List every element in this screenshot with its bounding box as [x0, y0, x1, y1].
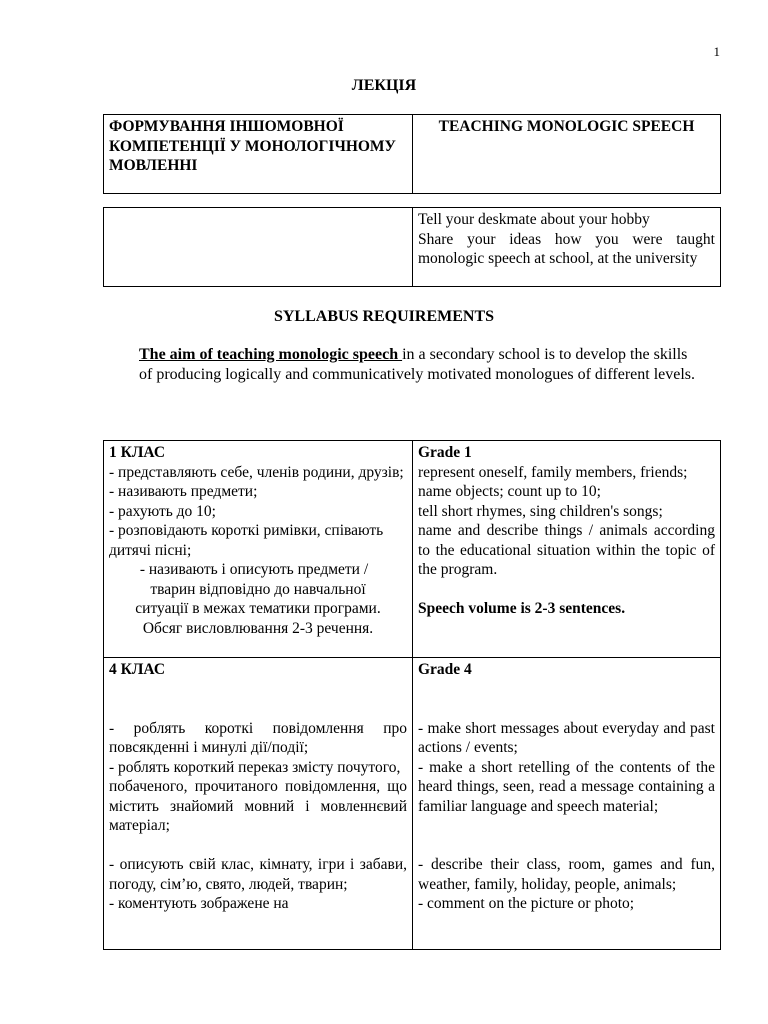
grade1-en-head: Grade 1: [418, 444, 472, 461]
grade1-uk-head: 1 КЛАС: [109, 444, 166, 461]
grade4-uk-item: - роблять короткий переказ змісту почутого,: [109, 758, 401, 776]
task-left-cell: [104, 208, 413, 287]
grades-table: [103, 440, 721, 950]
title-en: TEACHING MONOLOGIC SPEECH: [413, 115, 721, 194]
aim-strong-text: The aim of teaching monologic speech: [139, 346, 403, 363]
grade4-uk-cell: [104, 658, 413, 950]
syllabus-heading: SYLLABUS REQUIREMENTS: [273, 308, 495, 325]
grade4-row: [104, 658, 721, 950]
grade1-uk-item: - представляють себе, членів родини, друзів;: [109, 463, 404, 481]
grade1-uk-cell: [104, 441, 413, 658]
title-table: [103, 114, 721, 194]
grade1-uk-item: - рахують до 10;: [109, 502, 216, 520]
grade1-en-item: represent oneself, family members, friends;: [418, 463, 688, 481]
task-line-2: Share your ideas how you were taught monologic speech at school, at the university: [418, 230, 715, 267]
grade1-en-cell: [413, 441, 721, 658]
grade1-uk-item: ситуації в межах тематики програми.: [135, 600, 381, 617]
lecture-heading: ЛЕКЦІЯ: [351, 77, 417, 94]
grade1-en-item: name and describe things / animals according to the educational situation within the topic of the program.: [418, 522, 715, 578]
grade1-uk-item: - називають і описують предмети /: [139, 561, 369, 578]
grade4-en-item: - make short messages about everyday and past actions / events;: [418, 719, 715, 756]
grade4-en-cell: [413, 658, 721, 950]
task-table: [103, 207, 721, 287]
grade1-uk-item: тварин відповідно до навчальної: [150, 580, 366, 598]
grade4-uk-item: побаченого, прочитаного повідомлення, що містить знайомий мовний і мовленнєвий матеріал;: [109, 778, 407, 834]
grade4-uk-head: 4 КЛАС: [109, 661, 166, 678]
grade1-uk-item: - називають предмети;: [109, 483, 258, 500]
grade4-en-item: - describe their class, room, games and fun, weather, family, holiday, people, animals;: [418, 856, 715, 893]
grade4-en-item: - comment on the picture or photo;: [418, 895, 635, 912]
grade1-uk-item: - розповідають короткі римівки, співають дитячі пісні;: [109, 522, 384, 559]
grade4-en-head: Grade 4: [418, 661, 472, 678]
grade1-en-item: name objects; count up to 10;: [418, 483, 601, 500]
page-number: 1: [713, 44, 720, 59]
grade1-en-item: tell short rhymes, sing children's songs;: [418, 502, 663, 520]
grade4-uk-item: - роблять короткі повідомлення про повсякденні і минулі дії/події;: [109, 719, 407, 756]
grade4-uk-item: - коментують зображене на: [109, 895, 289, 912]
aim-rest-text: in a secondary school is to develop the skills of producing logically and communicatively motivated monologues of different levels.: [139, 346, 696, 383]
title-uk: ФОРМУВАННЯ ІНШОМОВНОЇ КОМПЕТЕНЦІЇ У МОНОЛОГІЧНОМУ МОВЛЕННІ: [104, 115, 413, 194]
grade4-en-item: - make a short retelling of the contents of the heard things, seen, read a message containing a familiar language and speech material;: [418, 758, 715, 815]
task-right-cell: [413, 208, 721, 287]
task-line-1: Tell your deskmate about your hobby: [418, 211, 650, 228]
grade4-uk-item: - описують свій клас, кімнату, ігри і забави, погоду, сім’ю, свято, людей, тварин;: [109, 856, 407, 893]
grade1-en-volume: Speech volume is 2-3 sentences.: [418, 600, 626, 617]
aim-paragraph: [139, 345, 699, 384]
grade1-row: [104, 441, 721, 658]
grade1-uk-volume: Обсяг висловлювання 2-3 речення.: [142, 619, 374, 637]
